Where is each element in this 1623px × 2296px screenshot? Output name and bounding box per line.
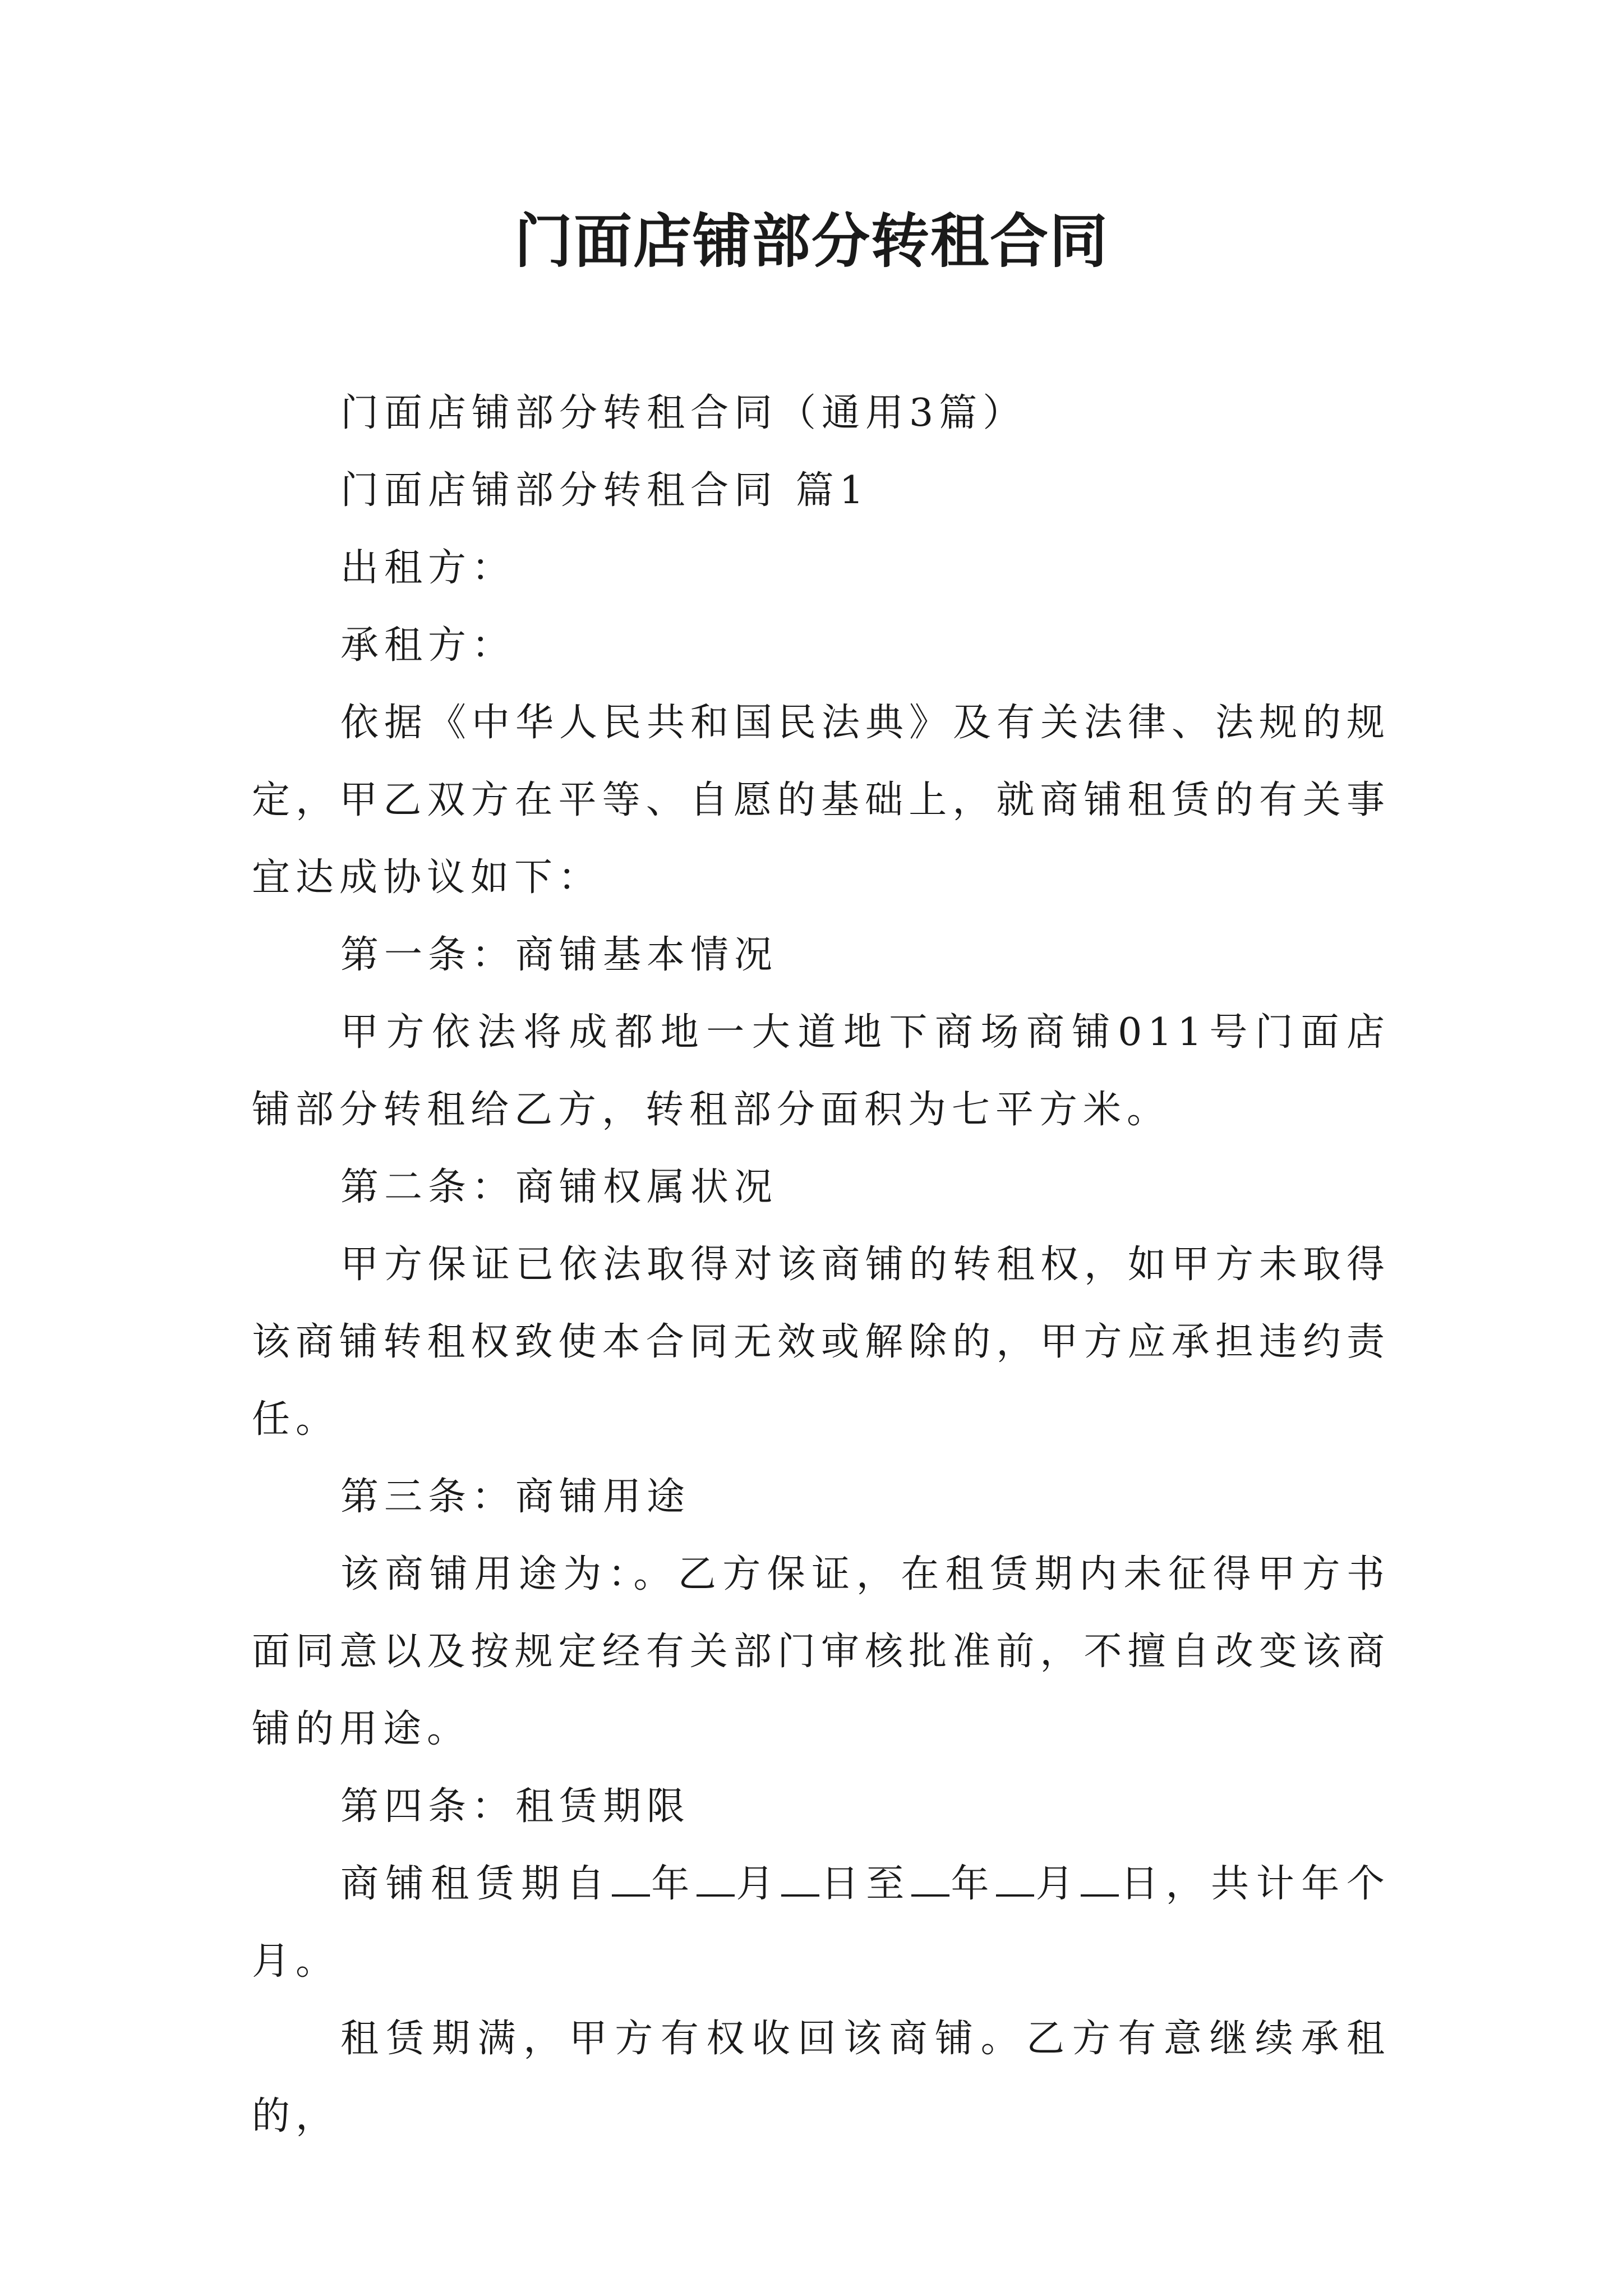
blank-end-day <box>1081 1861 1119 1897</box>
blank-end-year <box>911 1861 949 1897</box>
lease-term-prefix: 商铺租赁期自 <box>340 1862 612 1906</box>
article-3-body: 该商铺用途为：。乙方保证，在租赁期内未征得甲方书面同意以及按规定经有关部门审核批准前，不擅自改变该商铺的用途。 <box>252 1552 1390 1751</box>
article-4-renewal: 租赁期满，甲方有权收回该商铺。乙方有意继续承租的， <box>252 2017 1390 2138</box>
article-2-body: 甲方保证已依法取得对该商铺的转租权，如甲方未取得该商铺转租权致使本合同无效或解除的，甲方应承担违约责任。 <box>252 1243 1391 1442</box>
lease-unit-month-1: 月 <box>734 1862 782 1906</box>
article-3-heading: 第三条：商铺用途 <box>340 1475 691 1519</box>
article-1-heading: 第一条：商铺基本情况 <box>340 933 778 977</box>
blank-start-month <box>697 1861 735 1897</box>
article-1-body: 甲方依法将成都地一大道地下商场商铺011号门面店铺部分转租给乙方，转租部分面积为七平方米。 <box>252 1010 1390 1132</box>
blank-start-day <box>781 1861 819 1897</box>
paragraph-lessor: 出租方： <box>340 546 516 590</box>
paragraph-preamble: 依据《中华人民共和国民法典》及有关法律、法规的规定，甲乙双方在平等、自愿的基础上，就商铺租赁的有关事宜达成协议如下： <box>252 701 1391 900</box>
paragraph-lessee: 承租方： <box>340 623 516 668</box>
blank-start-year <box>612 1861 650 1897</box>
document-title: 门面店铺部分转租合同 <box>514 207 1109 275</box>
document-body <box>252 375 1390 2155</box>
article-4-heading: 第四条：租赁期限 <box>340 1784 691 1829</box>
article-2-heading: 第二条：商铺权属状况 <box>340 1165 778 1209</box>
blank-end-month <box>996 1861 1034 1897</box>
paragraph-section-heading: 门面店铺部分转租合同 篇1 <box>340 468 869 513</box>
lease-unit-year-1: 年 <box>649 1862 697 1906</box>
lease-unit-month-2: 月 <box>1034 1862 1081 1906</box>
lease-unit-year-2: 年 <box>949 1862 997 1906</box>
lease-unit-day-end: 日，共计年个月。 <box>252 1862 1390 1984</box>
paragraph-subtitle: 门面店铺部分转租合同（通用3篇） <box>340 391 1027 435</box>
lease-unit-day-to: 日至 <box>819 1862 911 1906</box>
article-4-lease-term <box>252 1846 1390 2000</box>
